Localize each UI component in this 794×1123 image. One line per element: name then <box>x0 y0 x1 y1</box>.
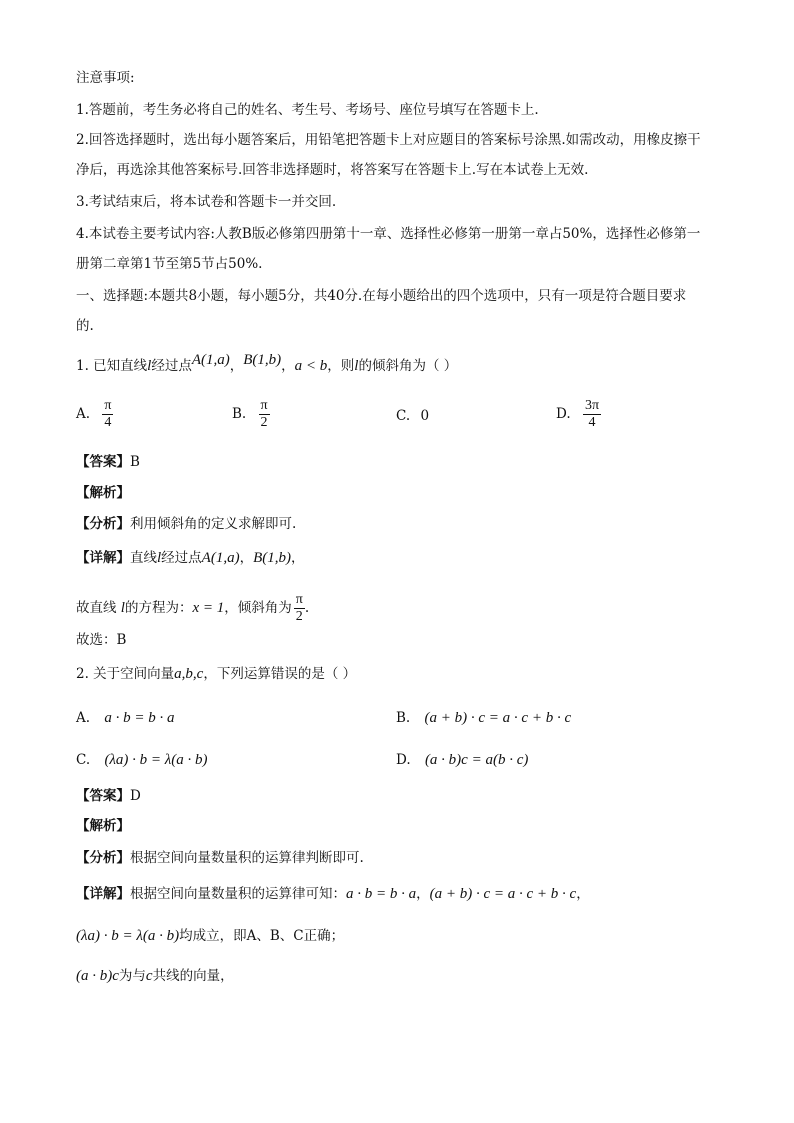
expr: (a + b) · c = a · c + b · c <box>429 886 577 902</box>
q2-option-c <box>76 750 208 770</box>
q2-tail: ，下列运算错误的是（ ） <box>203 666 357 682</box>
q1-select: 故选：B <box>76 632 127 648</box>
q1-pass: 经过点 <box>151 358 192 374</box>
notice-item-1: 1.答题前，考生务必将自己的姓名、考生号、考场号、座位号填写在答题卡上. <box>76 102 539 118</box>
xiangjie-text: 根据空间向量数量积的运算律可知： <box>130 886 346 902</box>
fraction: $\frac{3\pi}{4}$ <box>584 398 600 430</box>
q1-option-d <box>556 398 601 431</box>
fraction: $\frac{\pi}{4}$ <box>104 398 112 430</box>
q1-condition: a < b <box>294 358 328 374</box>
point-b: B(1,b) <box>253 550 291 566</box>
q1-analysis-tag <box>76 483 130 503</box>
xiangjie-tag: 【详解】 <box>76 886 130 902</box>
option-label: D. <box>396 752 411 768</box>
analysis-tag: 【解析】 <box>76 818 130 834</box>
option-value: 0 <box>420 408 430 424</box>
fenxi-text: 根据空间向量数量积的运算律判断即可. <box>130 850 364 866</box>
xiangjie-text: 为与 <box>118 968 146 984</box>
q1-var-l2: l <box>354 358 359 374</box>
q1-answer <box>76 452 140 472</box>
equation: x = 1 <box>192 600 225 616</box>
question-1 <box>76 352 458 376</box>
comma: ， <box>576 886 590 902</box>
option-expr: (a + b) · c = a · c + b · c <box>424 710 572 726</box>
xiangjie-text: 经过点 <box>161 550 202 566</box>
option-expr: (λa) · b = λ(a · b) <box>104 752 208 768</box>
q1-sep: ， <box>229 358 244 374</box>
fenxi-tag: 【分析】 <box>76 516 130 532</box>
var-l: l <box>120 600 125 616</box>
answer-tag: 【答案】 <box>76 454 130 470</box>
q1-sep2: ， <box>281 358 295 374</box>
var-l: l <box>157 550 162 566</box>
section-header: 一、选择题:本题共8小题，每小题5分，共40分.在每小题给出的四个选项中，只有一项是符合题目要求 <box>76 288 687 304</box>
q2-xiangjie <box>76 884 590 904</box>
xiangjie-text: 共线的向量， <box>152 968 234 984</box>
q2-fenxi <box>76 848 364 868</box>
q1-fenxi <box>76 514 296 534</box>
analysis-tag: 【解析】 <box>76 485 130 501</box>
notice-item-4-cont: 册第二章第1节至第5节占50%. <box>76 256 263 272</box>
sep: ， <box>239 550 254 566</box>
q2-answer <box>76 786 141 806</box>
option-label: B. <box>232 406 247 422</box>
point-a: A(1,a) <box>201 550 240 566</box>
notice-item-2: 2.回答选择题时，选出每小题答案后，用铅笔把答题卡上对应题目的答案标号涂黑.如需改动，用橡皮擦干 <box>76 132 701 148</box>
notice-title: 注意事项: <box>76 70 135 86</box>
q1-tail2: 的倾斜角为（ ） <box>358 358 458 374</box>
q2-analysis-tag <box>76 816 130 836</box>
xiangjie-text: 的方程为： <box>124 600 193 616</box>
notice-item-4: 4.本试卷主要考试内容:人教B版必修第四册第十一章、选择性必修第一册第一章占50%，选择性必修第一 <box>76 226 701 242</box>
q2-option-a <box>76 708 174 728</box>
notice-item-3: 3.考试结束后，将本试卷和答题卡一并交回. <box>76 194 337 210</box>
q2-vectors: a,b,c <box>174 666 204 682</box>
option-expr: a · b = b · a <box>104 710 175 726</box>
question-2 <box>76 664 356 684</box>
q1-option-a <box>76 398 113 431</box>
answer-value: B <box>130 454 140 470</box>
xiangjie-text: 故直线 <box>76 600 121 616</box>
sep: ， <box>290 550 305 566</box>
q2-xiangjie-line3 <box>76 966 234 986</box>
option-label: B. <box>396 710 411 726</box>
option-expr: (a · b)c = a(b · c) <box>424 752 529 768</box>
section-header-cont: 的. <box>76 318 94 334</box>
q2-option-b <box>396 708 571 728</box>
notice-item-2-cont: 净后，再选涂其他答案标号.回答非选择题时，将答案写在答题卡上.写在本试卷上无效. <box>76 162 589 178</box>
q1-option-b <box>232 398 270 431</box>
xiangjie-text: 直线 <box>130 550 157 566</box>
xiangjie-text: ，倾斜角为 <box>224 600 292 616</box>
q2-prefix: 2. 关于空间向量 <box>76 666 175 682</box>
expr: a · b = b · a <box>346 886 417 902</box>
xiangjie-tag: 【详解】 <box>76 550 130 566</box>
fraction: $\frac{\pi}{2}$ <box>260 398 268 430</box>
fenxi-tag: 【分析】 <box>76 850 130 866</box>
q2-xiangjie-line2 <box>76 926 344 946</box>
option-label: C. <box>396 408 411 424</box>
q1-prefix: 1. 已知直线 <box>76 358 148 374</box>
expr: (λa) · b = λ(a · b) <box>76 928 180 944</box>
q1-tail: ，则 <box>327 358 355 374</box>
q1-point-b: B(1,b) <box>243 352 282 368</box>
fenxi-text: 利用倾斜角的定义求解即可. <box>130 516 297 532</box>
option-label: A. <box>76 406 91 422</box>
answer-value: D <box>130 788 141 804</box>
q1-option-c <box>396 406 429 426</box>
fraction: $\frac{\pi}{2}$ <box>295 592 303 624</box>
xiangjie-text: 均成立，即A、B、C正确； <box>179 928 345 944</box>
expr: (a · b)c <box>76 968 119 984</box>
q1-xiangjie <box>76 548 304 568</box>
q1-var-l: l <box>147 358 152 374</box>
q1-xiangjie-line2 <box>76 592 309 625</box>
option-label: A. <box>76 710 91 726</box>
q2-option-d <box>396 750 528 770</box>
vector-c: c <box>145 968 153 984</box>
q1-point-a: A(1,a) <box>191 352 230 368</box>
comma: ， <box>416 886 430 902</box>
period: . <box>304 600 310 616</box>
answer-tag: 【答案】 <box>76 788 130 804</box>
option-label: C. <box>76 752 91 768</box>
option-label: D. <box>556 406 571 422</box>
